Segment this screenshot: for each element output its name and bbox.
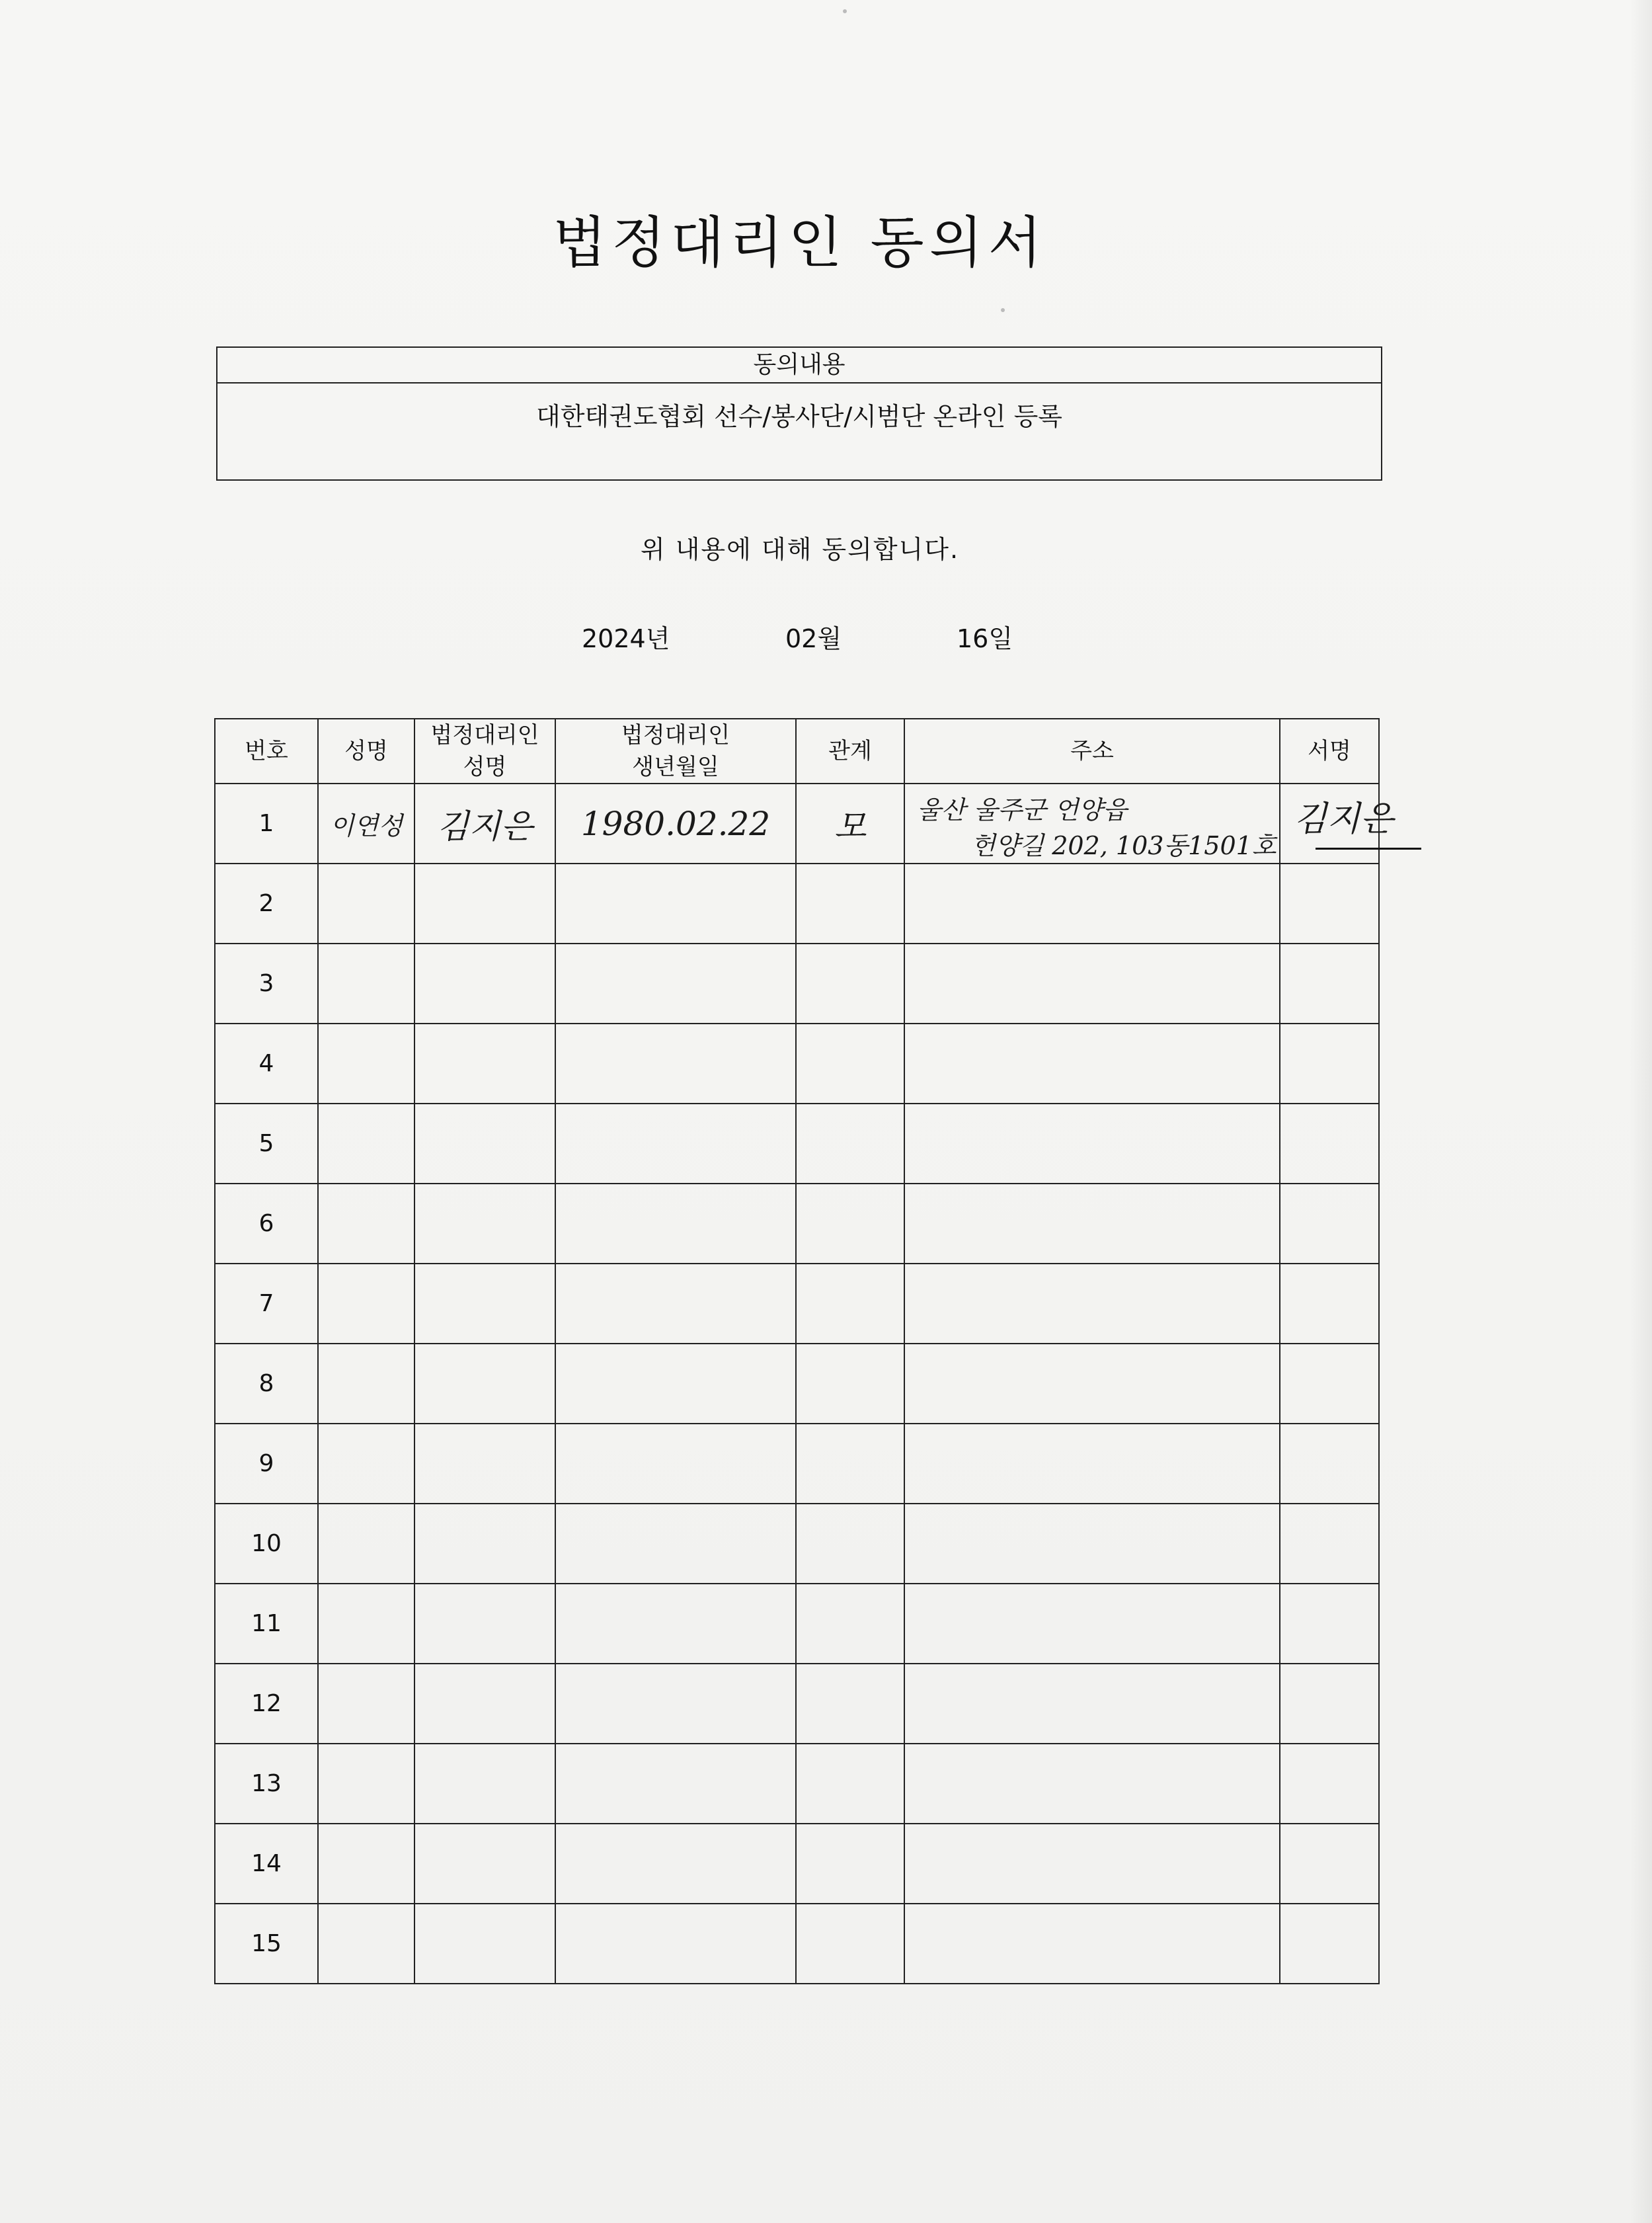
empty-cell <box>414 1584 555 1664</box>
consent-header: 동의내용 <box>217 348 1381 384</box>
empty-cell <box>796 944 904 1024</box>
row-name <box>318 784 414 864</box>
header-no: 번호 <box>215 719 318 784</box>
empty-cell <box>1280 864 1379 944</box>
empty-cell <box>904 1184 1280 1264</box>
date-year: 2024년 <box>582 624 670 653</box>
empty-cell <box>414 1744 555 1824</box>
empty-cell <box>318 1504 414 1584</box>
empty-cell <box>904 864 1280 944</box>
signature-stroke <box>1316 848 1421 850</box>
empty-cell <box>414 1504 555 1584</box>
empty-cell <box>555 1344 796 1424</box>
row-no: 4 <box>215 1024 318 1104</box>
empty-cell <box>414 1824 555 1904</box>
row-no: 10 <box>215 1504 318 1584</box>
empty-cell <box>1280 1664 1379 1744</box>
row-no: 5 <box>215 1104 318 1184</box>
table-row <box>215 1424 1379 1504</box>
handwritten-signature: 김지은 <box>1294 799 1394 839</box>
header-signature: 서명 <box>1280 719 1379 784</box>
empty-cell <box>904 1344 1280 1424</box>
table-row <box>215 784 1379 864</box>
scan-edge-shadow <box>1630 0 1652 2223</box>
empty-cell <box>555 1744 796 1824</box>
empty-cell <box>318 1824 414 1904</box>
empty-cell <box>1280 1024 1379 1104</box>
table-row <box>215 944 1379 1024</box>
empty-cell <box>796 1664 904 1744</box>
header-guardian-birth-line1: 법정대리인 <box>621 722 730 748</box>
table-row <box>215 1664 1379 1744</box>
empty-cell <box>796 1104 904 1184</box>
empty-cell <box>414 1344 555 1424</box>
table-row <box>215 1264 1379 1344</box>
empty-cell <box>414 864 555 944</box>
empty-cell <box>318 864 414 944</box>
empty-cell <box>904 1824 1280 1904</box>
empty-cell <box>555 944 796 1024</box>
consent-content: 대한태권도협회 선수/봉사단/시범단 온라인 등록 <box>535 402 1062 431</box>
empty-cell <box>555 1904 796 1984</box>
row-no: 2 <box>215 864 318 944</box>
table-row <box>215 1504 1379 1584</box>
row-relation <box>796 784 904 864</box>
empty-cell <box>1280 1504 1379 1584</box>
empty-cell <box>318 1744 414 1824</box>
agree-statement: 위 내용에 대해 동의합니다. <box>640 535 960 564</box>
empty-cell <box>796 1424 904 1504</box>
empty-cell <box>904 1904 1280 1984</box>
row-no: 14 <box>215 1824 318 1904</box>
empty-cell <box>796 1824 904 1904</box>
empty-cell <box>318 1584 414 1664</box>
row-no: 8 <box>215 1344 318 1424</box>
handwritten-relation: 모 <box>834 807 867 846</box>
header-relation: 관계 <box>796 719 904 784</box>
date-month: 02월 <box>785 624 842 653</box>
empty-cell <box>414 1424 555 1504</box>
empty-cell <box>555 1424 796 1504</box>
empty-cell <box>1280 1264 1379 1344</box>
empty-cell <box>318 1904 414 1984</box>
empty-cell <box>904 1744 1280 1824</box>
empty-cell <box>1280 1744 1379 1824</box>
empty-cell <box>414 1904 555 1984</box>
empty-cell <box>796 1504 904 1584</box>
empty-cell <box>555 1184 796 1264</box>
table-row <box>215 1744 1379 1824</box>
header-guardian-name-line1: 법정대리인 <box>430 722 539 748</box>
empty-cell <box>796 1744 904 1824</box>
table-row <box>215 1824 1379 1904</box>
row-no: 9 <box>215 1424 318 1504</box>
empty-cell <box>318 1104 414 1184</box>
empty-cell <box>414 944 555 1024</box>
handwritten-name: 이연성 <box>329 811 403 840</box>
table-row <box>215 864 1379 944</box>
consent-box <box>216 346 1382 481</box>
handwritten-address-line2: 헌양길 202, 103동1501호 <box>971 831 1277 860</box>
empty-cell <box>904 1424 1280 1504</box>
empty-cell <box>904 1664 1280 1744</box>
scan-speck <box>1001 308 1005 312</box>
empty-cell <box>1280 1424 1379 1504</box>
empty-cell <box>555 1264 796 1344</box>
empty-cell <box>1280 1824 1379 1904</box>
empty-cell <box>414 1024 555 1104</box>
table-row <box>215 1104 1379 1184</box>
table-row <box>215 1584 1379 1664</box>
empty-cell <box>1280 944 1379 1024</box>
row-no: 12 <box>215 1664 318 1744</box>
row-guardian-birth <box>555 784 796 864</box>
row-no: 13 <box>215 1744 318 1824</box>
empty-cell <box>796 1584 904 1664</box>
empty-cell <box>904 1584 1280 1664</box>
header-guardian-birth-line2: 생년월일 <box>632 754 719 780</box>
header-guardian-birth <box>555 719 796 784</box>
table-row <box>215 1184 1379 1264</box>
empty-cell <box>318 944 414 1024</box>
row-no: 6 <box>215 1184 318 1264</box>
handwritten-address-line1: 울산 울주군 언양읍 <box>917 795 1127 825</box>
empty-cell <box>318 1024 414 1104</box>
row-no: 1 <box>215 784 318 864</box>
empty-cell <box>904 1504 1280 1584</box>
empty-cell <box>796 1344 904 1424</box>
empty-cell <box>904 1264 1280 1344</box>
empty-cell <box>318 1184 414 1264</box>
empty-cell <box>1280 1904 1379 1984</box>
row-no: 11 <box>215 1584 318 1664</box>
empty-cell <box>796 1904 904 1984</box>
empty-cell <box>796 1024 904 1104</box>
empty-cell <box>1280 1104 1379 1184</box>
empty-cell <box>555 1504 796 1584</box>
empty-cell <box>555 1584 796 1664</box>
empty-cell <box>904 1104 1280 1184</box>
empty-cell <box>555 1824 796 1904</box>
empty-cell <box>555 1024 796 1104</box>
header-address: 주소 <box>904 719 1280 784</box>
empty-cell <box>555 864 796 944</box>
table-row <box>215 1904 1379 1984</box>
row-no: 7 <box>215 1264 318 1344</box>
row-signature <box>1280 784 1394 864</box>
empty-cell <box>555 1104 796 1184</box>
row-address <box>904 784 1280 864</box>
handwritten-guardian-name: 김지은 <box>437 807 533 846</box>
empty-cell <box>1280 1584 1379 1664</box>
row-guardian-name <box>414 784 555 864</box>
empty-cell <box>904 944 1280 1024</box>
scan-speck <box>843 9 847 13</box>
table-row <box>215 1344 1379 1424</box>
handwritten-guardian-birth: 1980.02.22 <box>580 804 771 843</box>
row-no: 3 <box>215 944 318 1024</box>
header-guardian-name <box>414 719 555 784</box>
empty-cell <box>555 1664 796 1744</box>
empty-cell <box>1280 1344 1379 1424</box>
empty-cell <box>904 1024 1280 1104</box>
table-header-row <box>215 719 1379 784</box>
empty-cell <box>796 1264 904 1344</box>
empty-cell <box>318 1264 414 1344</box>
empty-cell <box>796 1184 904 1264</box>
guardian-table <box>214 718 1394 1984</box>
document-title: 법정대리인 동의서 <box>553 210 1047 275</box>
empty-cell <box>414 1104 555 1184</box>
row-no: 15 <box>215 1904 318 1984</box>
empty-cell <box>796 864 904 944</box>
empty-cell <box>414 1664 555 1744</box>
empty-cell <box>414 1184 555 1264</box>
empty-cell <box>318 1424 414 1504</box>
empty-cell <box>318 1664 414 1744</box>
table-row <box>215 1024 1379 1104</box>
empty-cell <box>1280 1184 1379 1264</box>
header-guardian-name-line2: 성명 <box>463 754 507 780</box>
header-name: 성명 <box>318 719 414 784</box>
empty-cell <box>318 1344 414 1424</box>
empty-cell <box>414 1264 555 1344</box>
date-day: 16일 <box>957 624 1013 653</box>
